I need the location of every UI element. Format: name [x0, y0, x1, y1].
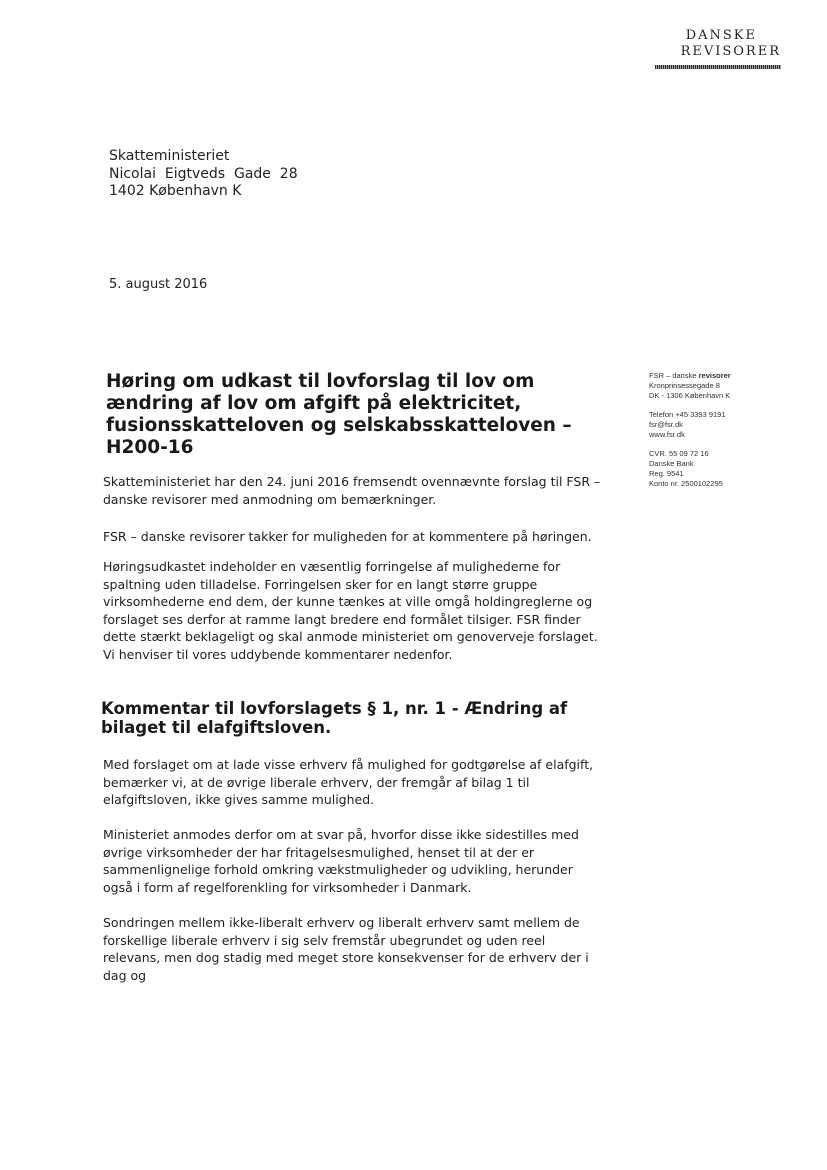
sender-web: www.fsr.dk: [649, 430, 685, 439]
section-paragraph-3: Sondringen mellem ikke-liberalt erhverv og liberalt erhverv samt mellem de forskellige liberale erhverv i sig selv fremstår ubegrundet og uden reel relevans, men dog stadig med meget store konsekvenser for de erhverv der i dag og: [103, 915, 589, 983]
sender-info: [649, 371, 759, 498]
sender-email: fsr@fsr.dk: [649, 420, 683, 429]
sender-org-bold: revisorer: [698, 371, 731, 380]
sender-phone: Telefon +45 3393 9191: [649, 410, 726, 419]
sender-street: Kronprinsessegade 8: [649, 381, 720, 390]
sender-konto: Konto nr. 2500102295: [649, 479, 723, 488]
logo-line-2: REVISORER: [680, 44, 781, 59]
sender-city: DK - 1306 København K: [649, 391, 731, 400]
letter-date: 5. august 2016: [109, 277, 208, 292]
sender-reg: Reg. 9541: [649, 469, 684, 478]
thanks-paragraph: FSR – danske revisorer takker for muligheden for at kommentere på høringen.: [103, 529, 592, 544]
letter-title: Høring om udkast til lovforslag til lov om ændring af lov om afgift på elektricitet, fusionsskatteloven og selskabsskatteloven – H200-16: [106, 371, 572, 458]
recipient-street: Nicolai Eigtveds Gade 28: [109, 165, 298, 182]
sender-org: [649, 371, 759, 381]
recipient-name: Skatteministeriet: [109, 148, 230, 164]
recipient-address: [109, 148, 298, 201]
section-paragraph-1: Med forslaget om at lade visse erhverv få mulighed for godtgørelse af elafgift, bemærker vi, at de øvrige liberale erhverv, der fremgår af bilag 1 til elafgiftsloven, ikke gives samme mulighed.: [103, 757, 594, 807]
sender-org-prefix: FSR – danske: [649, 371, 699, 380]
recipient-city: 1402 København K: [109, 183, 242, 199]
sender-address-block: [649, 371, 759, 401]
logo-rule: [655, 65, 781, 69]
intro-paragraph: Skatteministeriet har den 24. juni 2016 fremsendt ovennævnte forslag til FSR – danske revisorer med anmodning om bemærkninger.: [103, 474, 601, 507]
sender-bank: Danske Bank: [649, 459, 694, 468]
sender-cvr: CVR. 55 09 72 16: [649, 449, 709, 458]
sender-bank-block: [649, 449, 759, 489]
summary-paragraph: Høringsudkastet indeholder en væsentlig forringelse af mulighederne for spaltning uden tilladelse. Forringelsen sker for en langt større gruppe virksomhederne end dem, der kunne tænkes at ville omgå holdingreglerne og forslaget ses derfor at ramme langt bredere end formålet tilsiger. FSR finder dette stærkt beklageligt og skal anmode ministeriet om genoverveje forslaget. Vi henviser til vores uddybende kommentarer nedenfor.: [103, 559, 598, 662]
section-paragraph-2: Ministeriet anmodes derfor om at svar på, hvorfor disse ikke sidestilles med øvrige virksomheder der har fritagelsesmulighed, henset til at der er sammenlignelige forhold omkring vækstmuligheder og udvikling, herunder også i form af regelforenkling for virksomheder i Danmark.: [103, 827, 579, 895]
danske-revisorer-logo: [655, 28, 781, 69]
logo-line-1: DANSKE: [685, 28, 757, 43]
sender-contact-block: [649, 410, 759, 440]
section-heading: Kommentar til lovforslagets § 1, nr. 1 - Ændring af bilaget til elafgiftsloven.: [101, 699, 568, 737]
